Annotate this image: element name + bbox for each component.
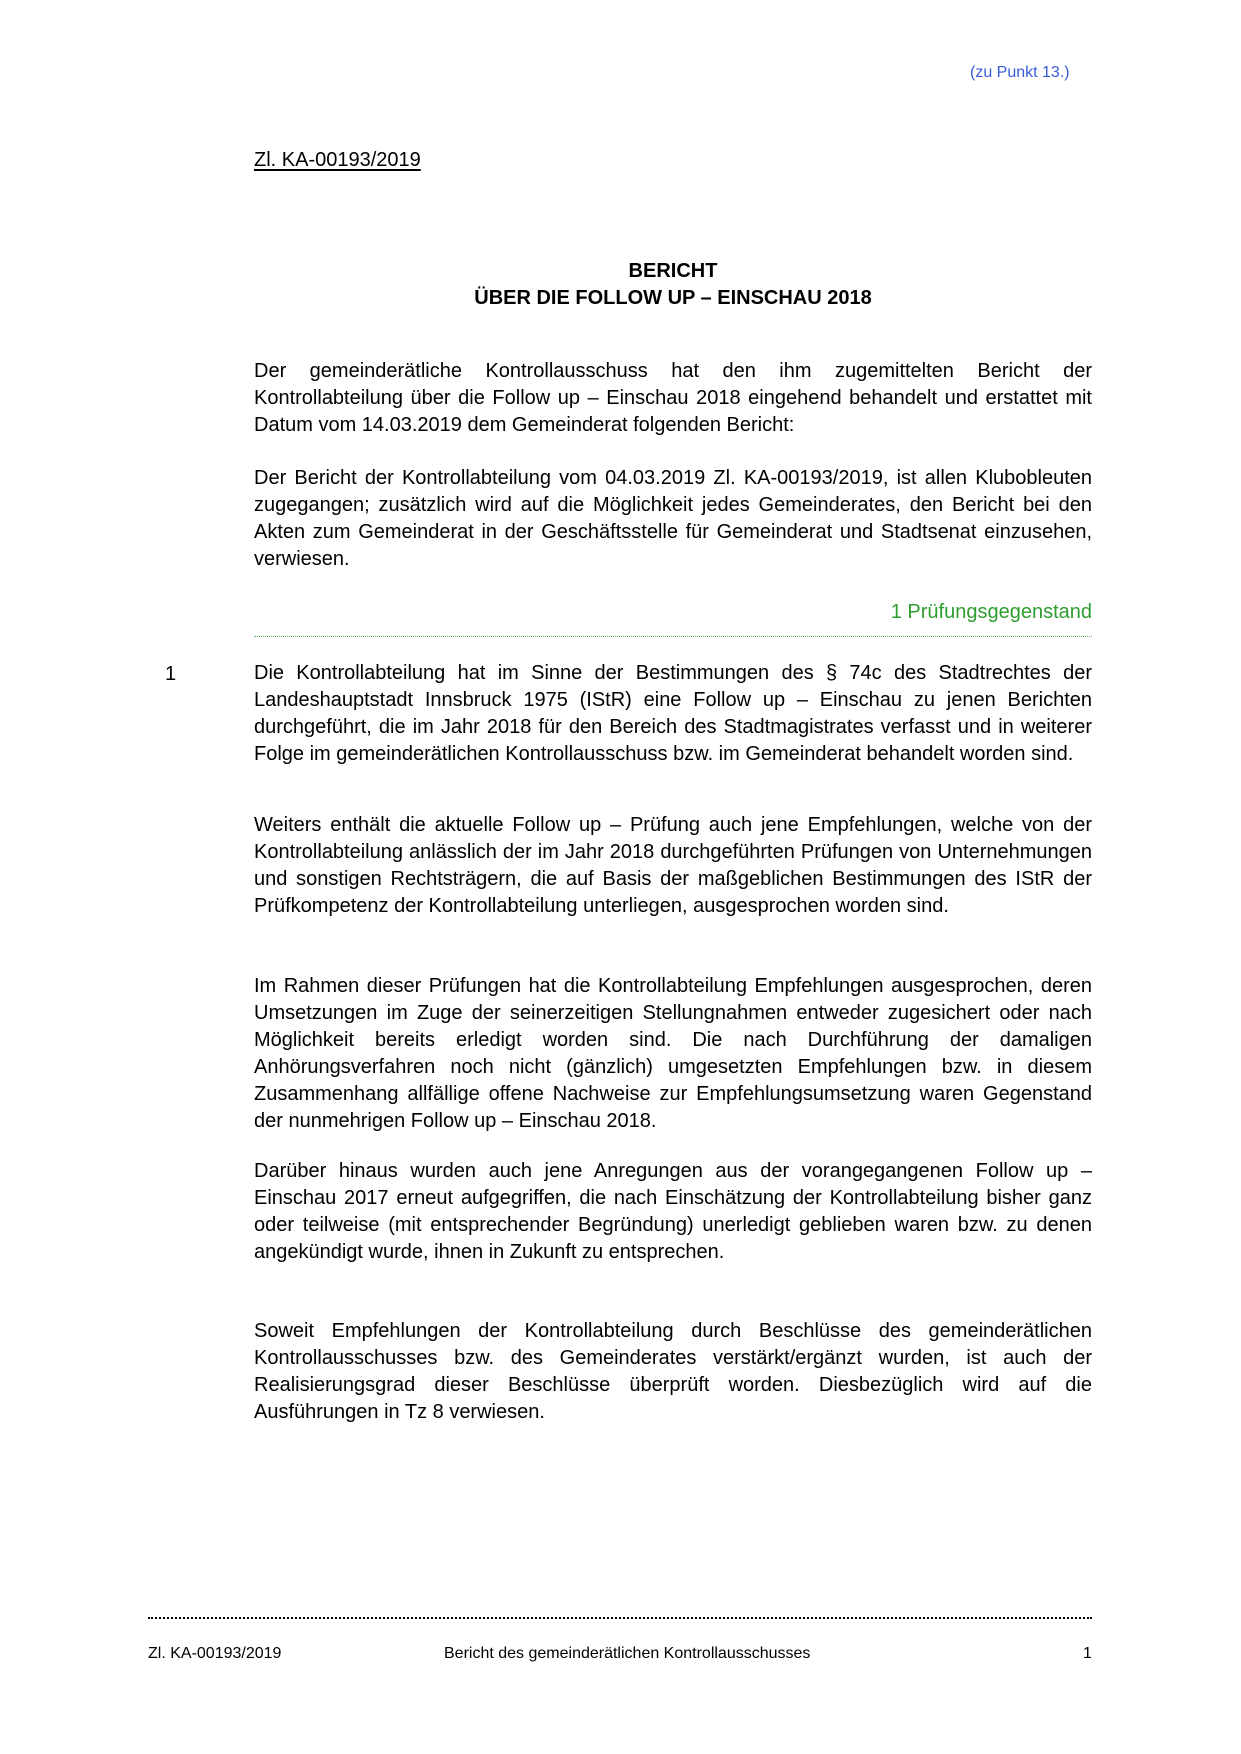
body-paragraph: Darüber hinaus wurden auch jene Anregungen aus der vorangegangenen Follow up – Einschau 2017 erneut aufgegriffen, die nach Einschätzung der Kontrollabteilung bisher ganz oder teilweise (mit entsprechender Begründung) unerledigt geblieben waren bzw. zu denen angekündigt wurde, ihnen in Zukunft zu entsprechen.	[254, 1160, 1092, 1263]
section-heading: 1 Prüfungsgegenstand	[890, 601, 1092, 623]
body-paragraph: Im Rahmen dieser Prüfungen hat die Kontrollabteilung Empfehlungen ausgesprochen, deren Umsetzungen im Zuge der seinerzeitigen Stellungnahmen entweder zugesichert oder nach Möglichkeit bereits erledigt worden sind. Die nach Durchführung der damaligen Anhörungsverfahren noch nicht (gänzlich) umgesetzten Empfehlungen bzw. in diesem Zusammenhang allfällige offene Nachweise zur Empfehlungsumsetzung waren Gegenstand der nunmehrigen Follow up – Einschau 2018.	[254, 975, 1092, 1132]
intro-paragraph: Der Bericht der Kontrollabteilung vom 04.03.2019 Zl. KA-00193/2019, ist allen Klubobleuten zugegangen; zusätzlich wird auf die Möglichkeit jedes Gemeinderates, den Bericht bei den Akten zum Gemeinderat in der Geschäftsstelle für Gemeinderat und Stadtsenat einzusehen, verwiesen.	[254, 467, 1092, 570]
document-number: Zl. KA-00193/2019	[254, 149, 421, 171]
report-title: BERICHT	[628, 260, 718, 282]
footer-document-number: Zl. KA-00193/2019	[148, 1645, 282, 1662]
footer-title: Bericht des gemeinderätlichen Kontrollausschusses	[444, 1645, 811, 1662]
paragraph-number: 1	[165, 663, 177, 685]
reference-note: (zu Punkt 13.)	[970, 64, 1070, 81]
section-divider	[254, 636, 1092, 637]
body-paragraph: Weiters enthält die aktuelle Follow up – Prüfung auch jene Empfehlungen, welche von der Kontrollabteilung anlässlich der im Jahr 2018 durchgeführten Prüfungen von Unternehmungen und sonstigen Rechtsträgern, die auf Basis der maßgeblichen Bestimmungen des IStR der Prüfkompetenz der Kontrollabteilung unterliegen, ausgesprochen worden sind.	[254, 814, 1092, 917]
body-paragraph: Soweit Empfehlungen der Kontrollabteilung durch Beschlüsse des gemeinderätlichen Kontrollausschusses bzw. des Gemeinderates verstärkt/ergänzt wurden, ist auch der Realisierungsgrad dieser Beschlüsse überprüft worden. Diesbezüglich wird auf die Ausführungen in Tz 8 verwiesen.	[254, 1320, 1092, 1423]
intro-paragraph: Der gemeinderätliche Kontrollausschuss hat den ihm zugemittelten Bericht der Kontrollabteilung über die Follow up – Einschau 2018 eingehend behandelt und erstattet mit Datum vom 14.03.2019 dem Gemeinderat folgenden Bericht:	[254, 360, 1092, 436]
report-subtitle: ÜBER DIE FOLLOW UP – EINSCHAU 2018	[474, 287, 872, 309]
footer-divider	[148, 1617, 1092, 1619]
page-number: 1	[1083, 1645, 1092, 1662]
body-paragraph: Die Kontrollabteilung hat im Sinne der Bestimmungen des § 74c des Stadtrechtes der Landeshauptstadt Innsbruck 1975 (IStR) eine Follow up – Einschau zu jenen Berichten durchgeführt, die im Jahr 2018 für den Bereich des Stadtmagistrates verfasst und in weiterer Folge im gemeinderätlichen Kontrollausschuss bzw. im Gemeinderat behandelt worden sind.	[254, 662, 1092, 765]
